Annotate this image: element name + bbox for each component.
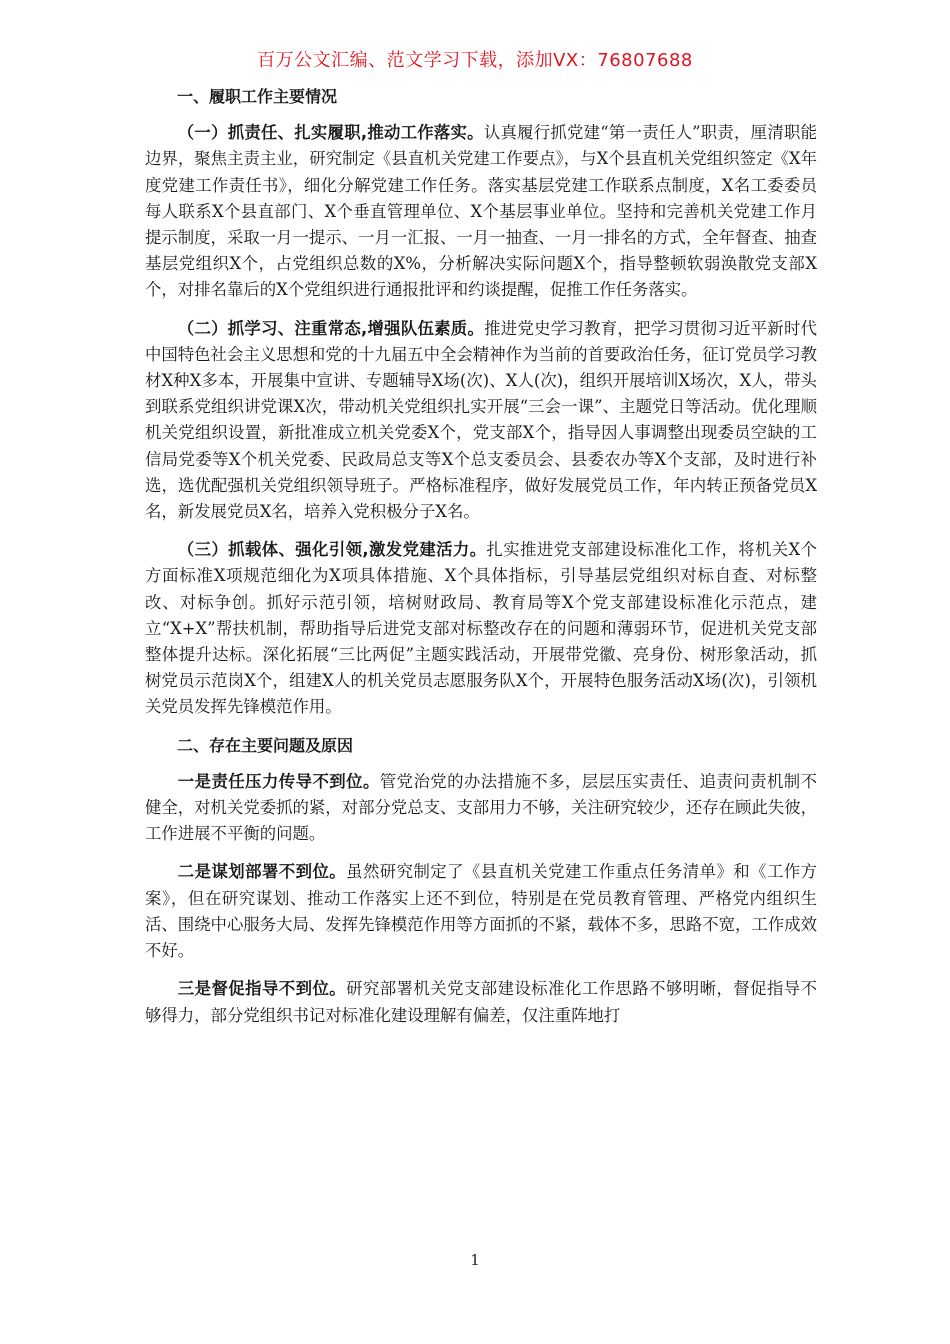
paragraph-lead: （二）抓学习、注重常态,增强队伍素质。 (177, 318, 485, 338)
section-heading-1: 一、履职工作主要情况 (177, 87, 338, 106)
paragraph-lead: （一）抓责任、扎实履职,推动工作落实。 (177, 123, 484, 143)
paragraph-text: 虽然研究制定了《县直机关党建工作重点任务清单》和《工作方案》，但在研究谋划、推动工作落实上还不到位，特别是在党员教育管理、严格党内组织生活、围绕中心服务大局、发挥先锋模范作用等方面抓的不紧，载体不多，思路不宽，工作成效不好。 (145, 862, 818, 961)
paragraph-1-3 (145, 537, 817, 720)
paragraph-2-2 (145, 859, 817, 964)
paragraph-lead: 二是谋划部署不到位。 (177, 862, 347, 882)
page-number: 1 (470, 1251, 480, 1269)
paragraph-2-3 (145, 976, 817, 1028)
paragraph-text: 研究部署机关党支部建设标准化工作思路不够明晰，督促指导不够得力，部分党组织书记对标准化建设理解有偏差，仅注重阵地打 (145, 979, 817, 1025)
paragraph-text: 认真履行抓党建“第一责任人”职责，厘清职能边界，聚焦主责主业，研究制定《县直机关党建工作要点》，与X个县直机关党组织签定《X年度党建工作责任书》，细化分解党建工作任务。落实基层党建工作联系点制度，X名工委委员每人联系X个县直部门、X个垂直管理单位、X个基层事业单位。坚持和完善机关党建工作月提示制度，采取一月一提示、一月一汇报、一月一抽查、一月一排名的方式，全年督查、抽查基层党组织X个，占党组织总数的X%，分析解决实际问题X个，指导整顿软弱涣散党支部X个，对排名靠后的X个党组织进行通报批评和约谈提醒，促推工作任务落实。 (145, 123, 818, 300)
header-banner: 百万公文汇编、范文学习下载，添加VX：76807688 (257, 50, 693, 71)
paragraph-1-1 (145, 120, 817, 303)
paragraph-2-1 (145, 769, 817, 848)
paragraph-lead: 三是督促指导不到位。 (177, 979, 347, 999)
paragraph-lead: （三）抓载体、强化引领,激发党建活力。 (177, 540, 487, 560)
document-body (145, 84, 817, 1041)
paragraph-text: 扎实推进党支部建设标准化工作，将机关X个方面标准X项规范细化为X项具体措施、X个具体指标，引导基层党组织对标自查、对标整改、对标争创。抓好示范引领，培树财政局、教育局等X个党支部建设标准化示范点，建立“X+X”帮扶机制，帮助指导后进党支部对标整改存在的问题和薄弱环节，促进机关党支部整体提升达标。深化拓展“三比两促”主题实践活动，开展带党徽、亮身份、树形象活动，抓树党员示范岗X个，组建X人的机关党员志愿服务队X个，开展特色服务活动X场(次)，引领机关党员发挥先锋模范作用。 (145, 540, 817, 717)
section-heading-2: 二、存在主要问题及原因 (177, 735, 354, 755)
paragraph-text: 推进党史学习教育，把学习贯彻习近平新时代中国特色社会主义思想和党的十九届五中全会精神作为当前的首要政治任务，征订党员学习教材X种X多本，开展集中宣讲、专题辅导X场(次)、X人(次)，组织开展培训X场次，X人，带头到联系党组织讲党课X次，带动机关党组织扎实开展“三会一课”、主题党日等活动。优化理顺机关党组织设置，新批准成立机关党委X个，党支部X个，指导因人事调整出现委员空缺的工信局党委等X个机关党委、民政局总支等X个总支委员会、县委农办等X个支部，及时进行补选，选优配强机关党组织领导班子。严格标准程序，做好发展党员工作，年内转正预备党员X名，新发展党员X名，培养入党积极分子X名。 (145, 318, 818, 522)
paragraph-lead: 一是责任压力传导不到位。 (177, 771, 380, 791)
paragraph-text: 管党治党的办法措施不多，层层压实责任、追责问责机制不健全，对机关党委抓的紧，对部分党总支、支部用力不够，关注研究较少，还存在顾此失彼，工作进展不平衡的问题。 (145, 771, 818, 844)
paragraph-1-2 (145, 316, 817, 526)
